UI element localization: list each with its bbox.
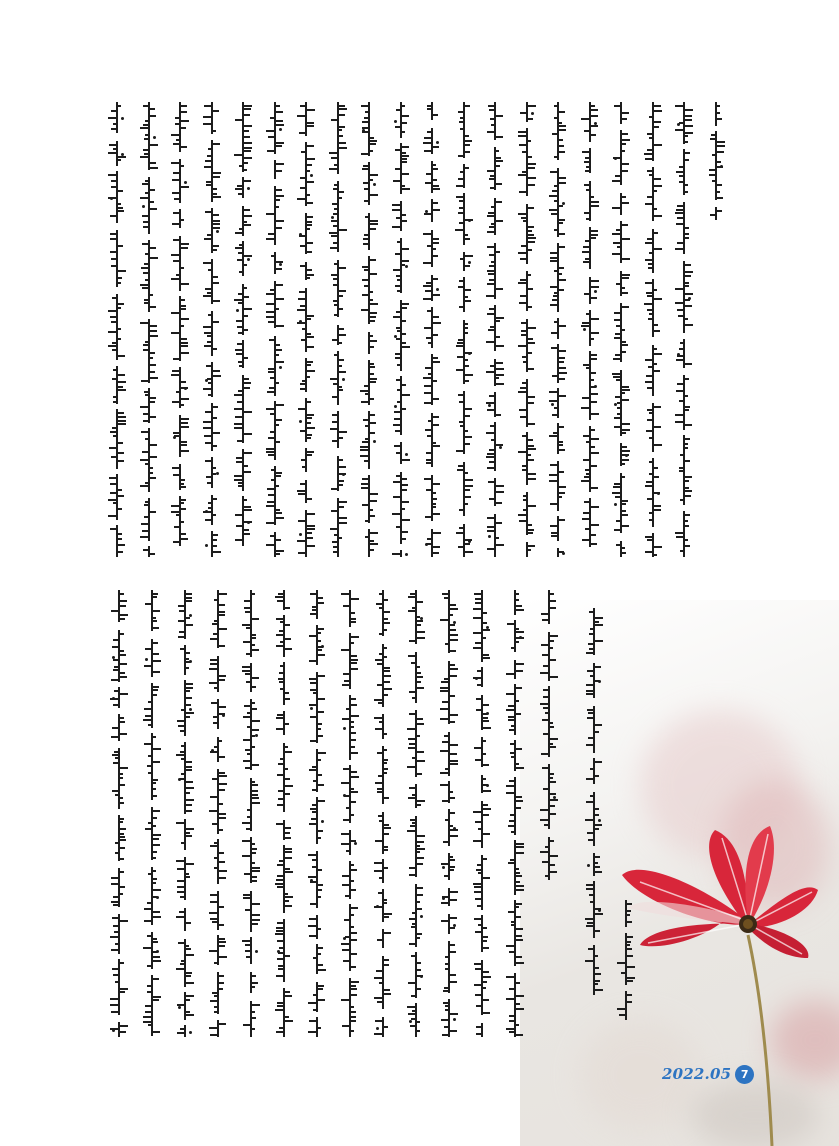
text-column-top: [360, 102, 378, 557]
text-column-top: [329, 102, 347, 557]
text-column-bottom: [374, 590, 392, 1037]
flower-stem: [748, 935, 772, 1146]
text-column-top: [707, 102, 725, 220]
text-column-bottom: [540, 590, 558, 880]
text-column-bottom: [341, 590, 359, 1037]
text-column-top: [455, 102, 473, 557]
text-column-top: [675, 102, 693, 557]
text-column-top: [423, 102, 441, 557]
text-column-bottom: [308, 590, 326, 1037]
text-column-bottom: [242, 590, 260, 1037]
author-column: [585, 608, 603, 1000]
text-column-top: [266, 102, 284, 557]
text-column-bottom: [176, 590, 194, 1037]
text-column-bottom: [275, 590, 293, 1037]
text-column-bottom: [506, 590, 524, 1037]
text-column-top: [518, 102, 536, 557]
caption-column: [617, 900, 635, 1020]
text-column-bottom: [473, 590, 491, 1037]
flower-petals: [622, 826, 818, 958]
text-column-top: [297, 102, 315, 557]
text-column-top: [581, 102, 599, 557]
page-number: 7: [735, 1065, 754, 1084]
text-column-top: [392, 102, 410, 557]
text-column-top: [644, 102, 662, 557]
text-column-top: [140, 102, 158, 557]
text-column-bottom: [407, 590, 425, 1037]
text-column-top: [234, 102, 252, 557]
text-column-top: [171, 102, 189, 557]
text-column-bottom: [110, 590, 128, 1037]
text-column-top: [612, 102, 630, 557]
text-column-top: [486, 102, 504, 557]
text-column-top: [549, 102, 567, 557]
text-column-bottom: [209, 590, 227, 1037]
page-folio: [662, 1063, 754, 1085]
text-column-bottom: [440, 590, 458, 1037]
issue-date: 2022.05: [662, 1064, 732, 1083]
text-column-top: [108, 102, 126, 557]
text-column-bottom: [143, 590, 161, 1037]
text-column-top: [203, 102, 221, 557]
